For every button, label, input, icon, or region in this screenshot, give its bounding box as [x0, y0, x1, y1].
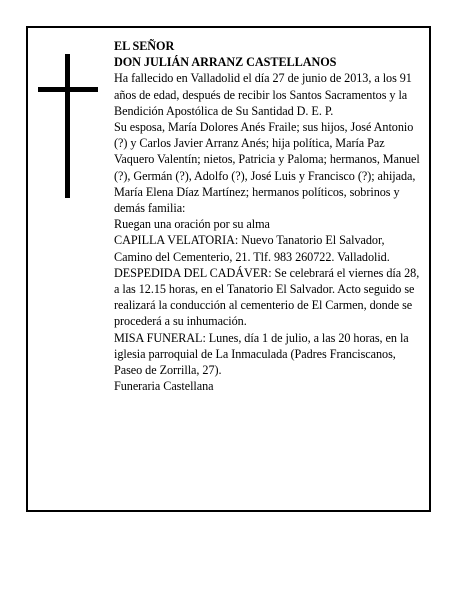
family-paragraph: Su esposa, María Dolores Anés Fraile; sus hijos, José Antonio (?) y Carlos Javier Arranz Anés; hija política, María Paz Vaquero Valentín; nietos, Patricia y Paloma; hermanos, Manuel (?), Germán (?), Adolfo (?), José Luis y Francisco (?); ahijada, María Elena Díaz Martínez; hermanos políticos, sobrinos y demás familia:	[114, 120, 420, 216]
obituary-title-line1: EL SEÑOR	[114, 39, 175, 53]
funeral-home-name: Funeraria Castellana	[114, 379, 214, 394]
cross-icon	[38, 54, 98, 198]
obituary-text	[114, 38, 422, 394]
death-announcement-paragraph: Ha fallecido en Valladolid el día 27 de junio de 2013, a los 91 años de edad, después de recibir los Santos Sacramentos y la Bendición Apostólica de Su Santidad D. E. P.	[114, 71, 412, 118]
funeral-mass-paragraph: MISA FUNERAL: Lunes, día 1 de julio, a las 20 horas, en la iglesia parroquial de La Inmaculada (Padres Franciscanos, Paseo de Zorrilla, 27).	[114, 330, 409, 378]
obituary-title-line2: DON JULIÁN ARRANZ CASTELLANOS	[114, 55, 337, 70]
farewell-paragraph: DESPEDIDA DEL CADÁVER: Se celebrará el viernes día 28, a las 12.15 horas, en el Tanatorio El Salvador. Acto seguido se realizará la conducción al cementerio de El Carmen, donde se procederá a su inhumación.	[114, 265, 420, 329]
wake-chapel-paragraph: CAPILLA VELATORIA: Nuevo Tanatorio El Salvador, Camino del Cementerio, 21. Tlf. 983 260722. Valladolid.	[114, 233, 390, 264]
cross-vertical-bar	[65, 54, 70, 198]
prayer-request-paragraph: Ruegan una oración por su alma	[114, 217, 270, 232]
cross-horizontal-bar	[38, 87, 98, 92]
